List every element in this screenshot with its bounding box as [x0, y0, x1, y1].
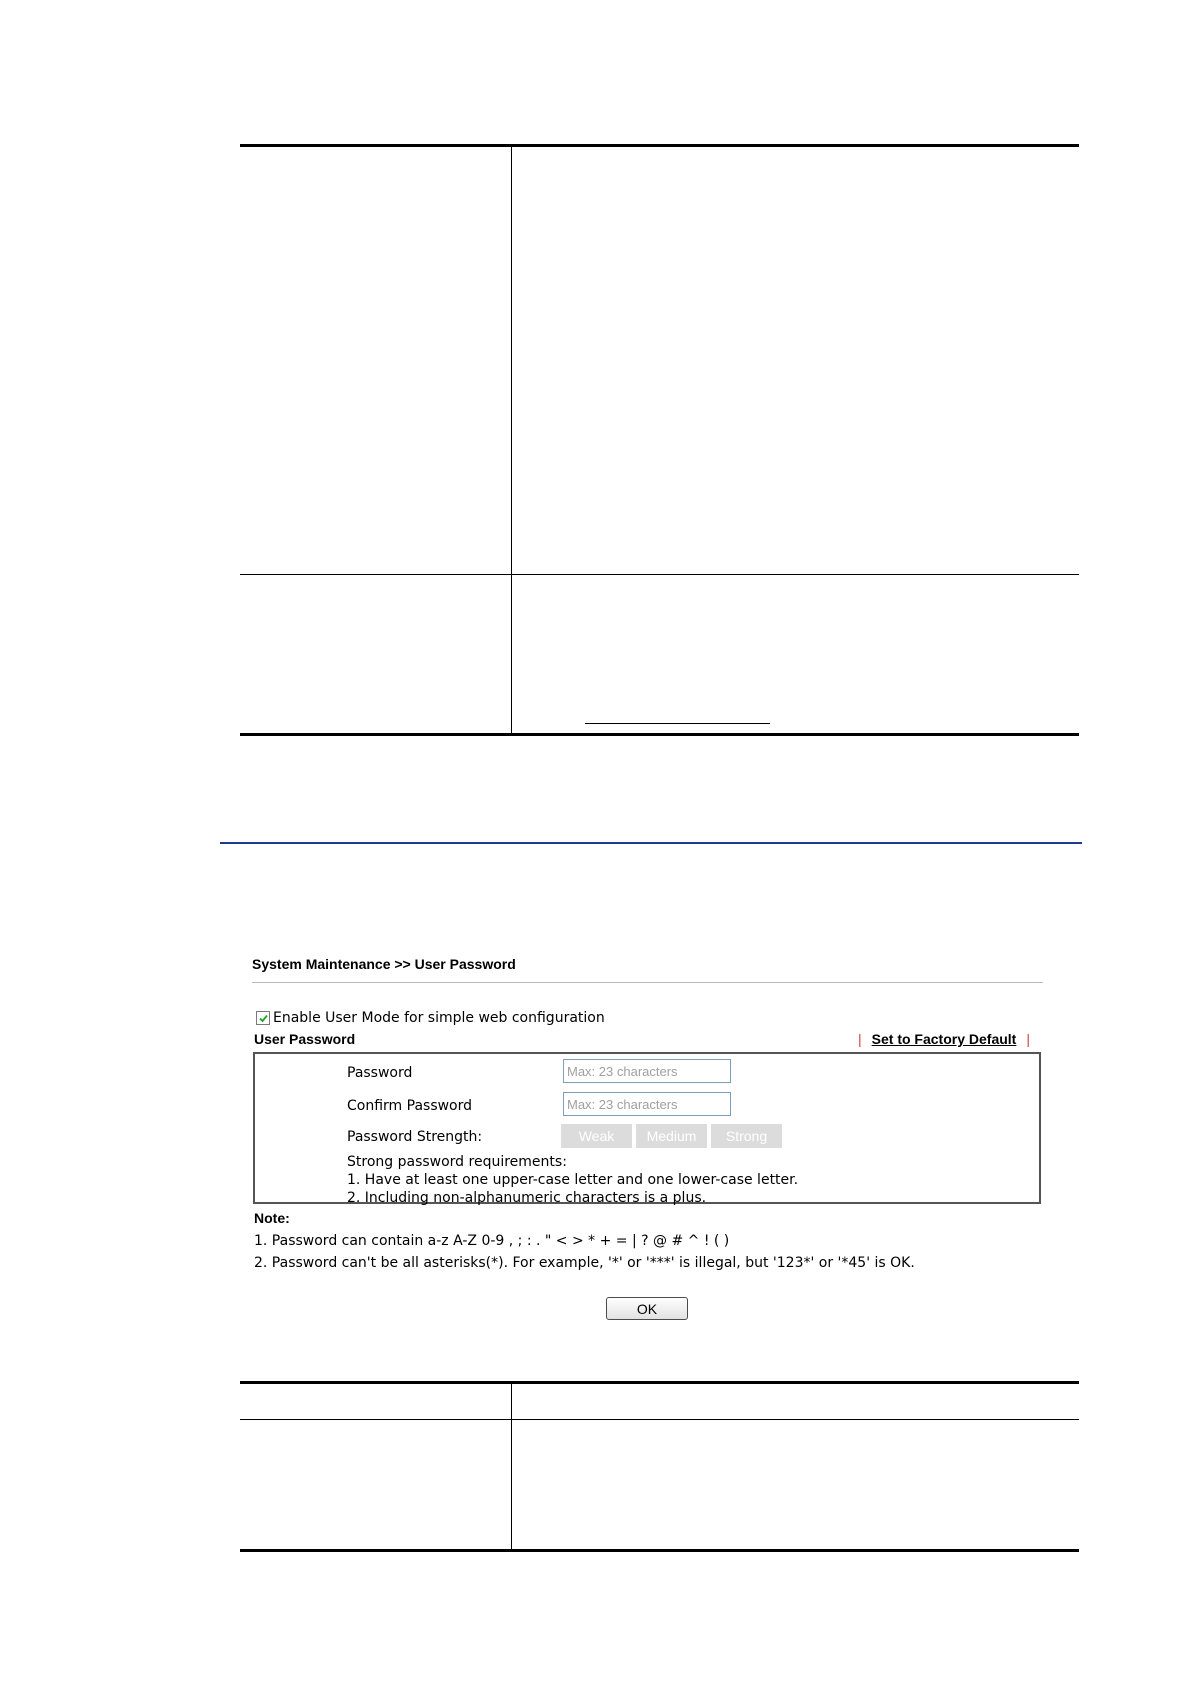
- factory-separator-right: |: [1026, 1031, 1030, 1047]
- user-password-panel: [253, 1052, 1041, 1204]
- password-strength-label: Password Strength:: [347, 1129, 483, 1145]
- section-title: User Password: [254, 1031, 356, 1047]
- section-divider: [220, 842, 1082, 844]
- factory-default-group: [848, 1031, 1040, 1047]
- factory-separator-left: |: [858, 1031, 862, 1047]
- requirement-item: 2. Including non-alphanumeric characters is a plus.: [347, 1190, 707, 1206]
- confirm-password-label: Confirm Password: [347, 1098, 473, 1114]
- enable-user-mode-label: Enable User Mode for simple web configuration: [273, 1010, 605, 1026]
- table1-bottom-rule: [240, 733, 1079, 736]
- strength-medium: Medium: [636, 1124, 707, 1148]
- note-item: 2. Password can't be all asterisks(*). For example, '*' or '***' is illegal, but '123*' or '*45' is OK.: [254, 1255, 915, 1271]
- enable-user-mode-checkbox[interactable]: [256, 1011, 270, 1025]
- set-factory-default-link[interactable]: Set to Factory Default: [871, 1031, 1017, 1047]
- table1-row-divider: [240, 574, 1079, 575]
- note-title: Note:: [254, 1210, 290, 1226]
- page-breadcrumb: System Maintenance >> User Password: [252, 956, 516, 972]
- password-label: Password: [347, 1065, 413, 1081]
- strength-strong: Strong: [711, 1124, 782, 1148]
- requirement-item: 1. Have at least one upper-case letter and one lower-case letter.: [347, 1172, 799, 1188]
- confirm-password-input[interactable]: [563, 1092, 731, 1116]
- note-item: 1. Password can contain a-z A-Z 0-9 , ; : . " < > * + = | ? @ # ^ ! ( ): [254, 1233, 730, 1249]
- checkmark-icon: [258, 1013, 269, 1024]
- ok-button[interactable]: OK: [606, 1297, 688, 1320]
- table2-top-rule: [240, 1381, 1079, 1384]
- password-input[interactable]: [563, 1059, 731, 1083]
- enable-user-mode-row: [256, 1010, 605, 1026]
- table2-header-divider: [240, 1419, 1079, 1420]
- table2-bottom-rule: [240, 1549, 1079, 1552]
- requirements-title: Strong password requirements:: [347, 1154, 567, 1170]
- strength-weak: Weak: [561, 1124, 632, 1148]
- table1-column-divider: [511, 147, 512, 735]
- title-separator: [252, 982, 1043, 983]
- table1-link-underline: [585, 723, 770, 724]
- table2-column-divider: [511, 1384, 512, 1550]
- table1-top-rule: [240, 144, 1079, 147]
